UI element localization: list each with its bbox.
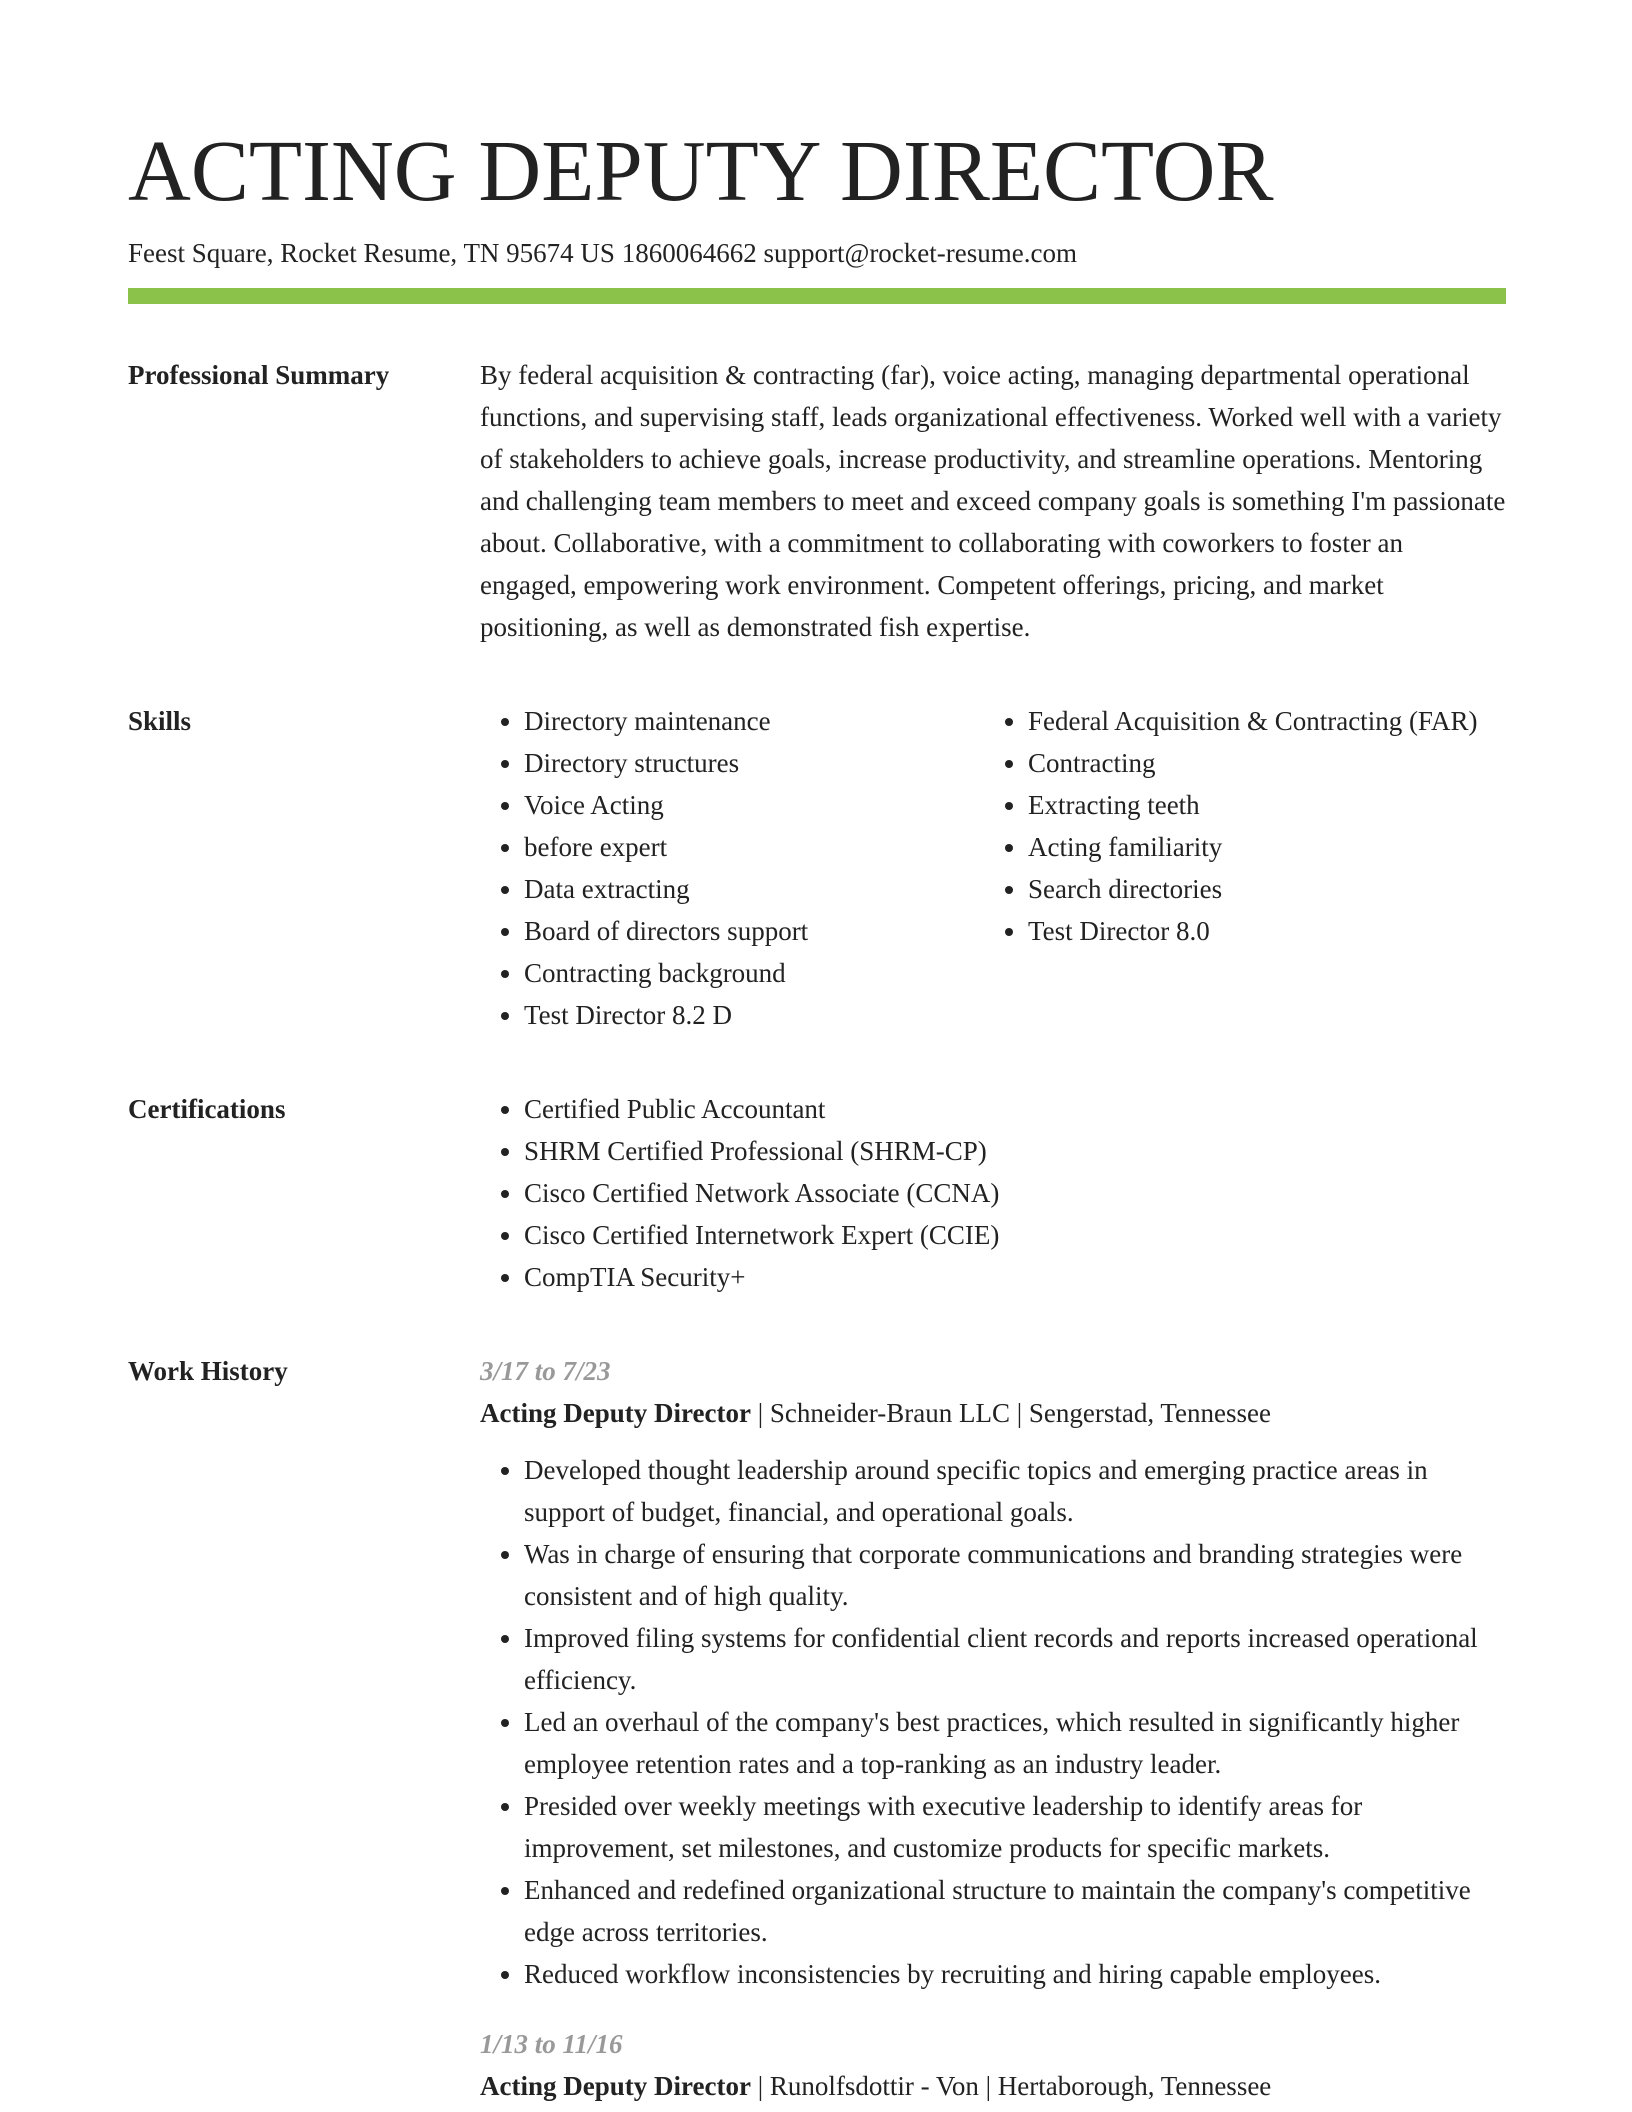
list-item: • before expert [524,826,984,868]
job-header [480,2065,1506,2107]
summary-section [128,354,1506,648]
list-item: • Federal Acquisition & Contracting (FAR) [1028,700,1528,742]
list-item: • Developed thought leadership around specific topics and emerging practice areas in support of budget, financial, and operational goals. [524,1449,1506,1533]
summary-text: By federal acquisition & contracting (far), voice acting, managing departmental operational functions, and supervising staff, leads organizational effectiveness. Worked well with a variety of stakeholders to achieve goals, increase productivity, and streamline operations. Mentoring and challenging team members to meet and exceed company goals is something I'm passionate about. Collaborative, with a commitment to collaborating with coworkers to foster an engaged, empowering work environment. Competent offerings, pricing, and market positioning, as well as demonstrated fish expertise. [480,360,1506,643]
list-item: • Data extracting [524,868,984,910]
list-item: • SHRM Certified Professional (SHRM-CP) [524,1130,1506,1172]
list-item: • Search directories [1028,868,1528,910]
section-body [480,1088,1506,1298]
work-history-section [128,1350,1506,2107]
skills-list-right [984,700,1528,1036]
section-body [480,1350,1506,2107]
section-title: Skills [128,706,192,737]
certifications-section [128,1088,1506,1298]
job-dates: 1/13 to 11/16 [480,2029,623,2060]
accent-rule [128,288,1506,304]
skills-list-left [480,700,984,1036]
job-details: | Runolfsdottir - Von | Hertaborough, Tennessee [750,2071,1272,2102]
section-body [480,354,1506,648]
job-header [480,1392,1506,1434]
job-entry [480,2023,1506,2107]
section-title: Certifications [128,1094,286,1125]
list-item: • Board of directors support [524,910,984,952]
section-title: Work History [128,1356,288,1387]
list-item: • Certified Public Accountant [524,1088,1506,1130]
section-title: Professional Summary [128,360,390,391]
job-bullets [480,1449,1506,1995]
list-item: • Directory structures [524,742,984,784]
contact-line: Feest Square, Rocket Resume, TN 95674 US 1860064662 support@rocket-resume.com [128,238,1077,268]
list-item: • Acting familiarity [1028,826,1528,868]
list-item: • Voice Acting [524,784,984,826]
list-item: • Contracting [1028,742,1528,784]
job-title: Acting Deputy Director [480,2071,751,2102]
job-title: Acting Deputy Director [480,1398,751,1429]
job-dates: 3/17 to 7/23 [480,1356,611,1387]
list-item: • Presided over weekly meetings with executive leadership to identify areas for improvement, set milestones, and customize products for specific markets. [524,1785,1506,1869]
job-entry [480,1350,1506,1995]
list-item: • Test Director 8.2 D [524,994,984,1036]
list-item: • Was in charge of ensuring that corporate communications and branding strategies were consistent and of high quality. [524,1533,1506,1617]
list-item: • Reduced workflow inconsistencies by recruiting and hiring capable employees. [524,1953,1506,1995]
list-item: • Cisco Certified Network Associate (CCNA) [524,1172,1506,1214]
skills-section [128,700,1506,1036]
list-item: • Improved filing systems for confidential client records and reports increased operational efficiency. [524,1617,1506,1701]
resume-name: ACTING DEPUTY DIRECTOR [128,122,1274,219]
list-item: • Extracting teeth [1028,784,1528,826]
list-item: • Directory maintenance [524,700,984,742]
list-item: • Test Director 8.0 [1028,910,1528,952]
list-item: • Cisco Certified Internetwork Expert (CCIE) [524,1214,1506,1256]
list-item: • Led an overhaul of the company's best practices, which resulted in significantly higher employee retention rates and a top-ranking as an industry leader. [524,1701,1506,1785]
certifications-list [480,1088,1506,1298]
list-item: • CompTIA Security+ [524,1256,1506,1298]
list-item: • Enhanced and redefined organizational structure to maintain the company's competitive edge across territories. [524,1869,1506,1953]
section-body [480,700,1528,1036]
job-details: | Schneider-Braun LLC | Sengerstad, Tennessee [750,1398,1271,1429]
resume-page [128,0,1506,2107]
list-item: • Contracting background [524,952,984,994]
